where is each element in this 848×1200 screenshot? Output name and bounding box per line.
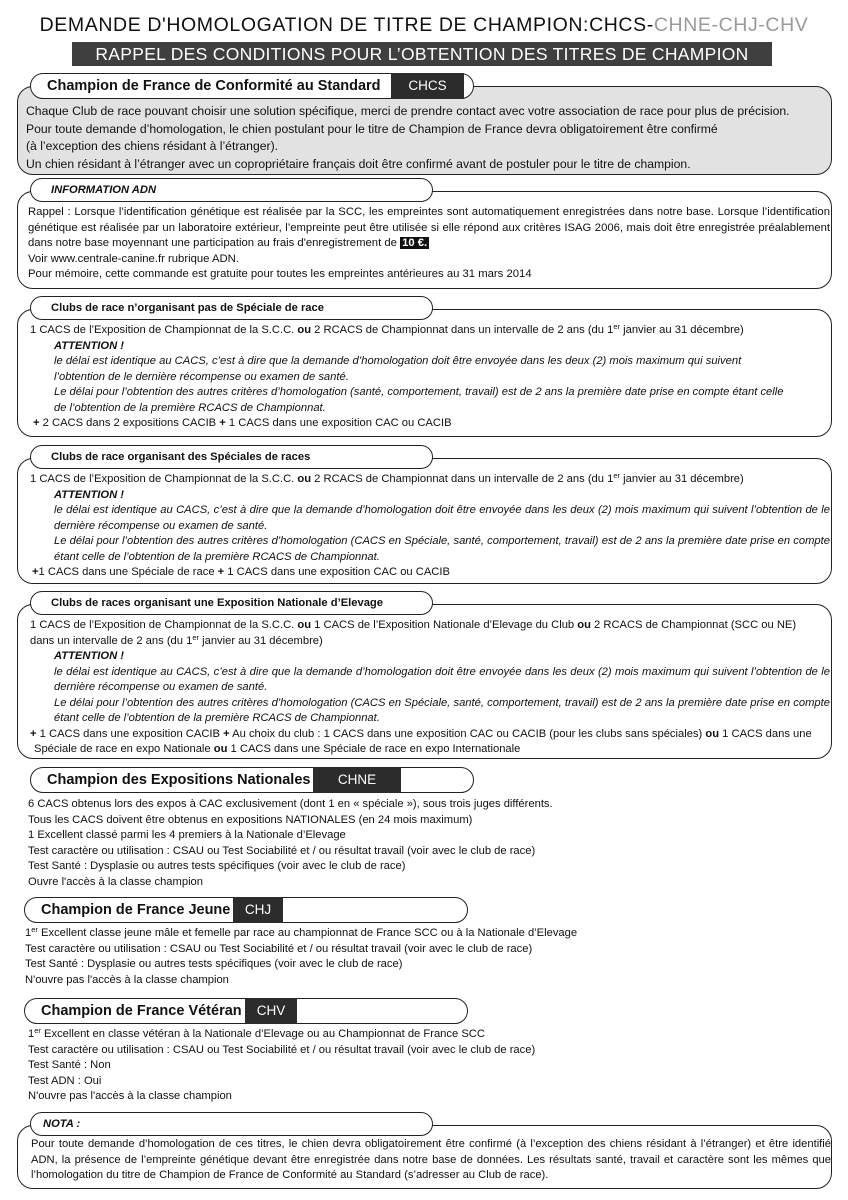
chne-tab: [30, 767, 474, 793]
text: 1 CACS dans une: [719, 727, 812, 740]
clubs3-text: [30, 618, 830, 758]
text: 1 CACS de l’Exposition de Championnat de la S.C.C.: [30, 324, 298, 336]
text: janvier au 31 décembre): [620, 473, 744, 485]
attention-label: [30, 339, 830, 355]
clubs1-tab: [30, 296, 433, 320]
ou-bold: ou: [705, 727, 720, 740]
attention-text: ATTENTION !: [54, 339, 125, 352]
chcs-text: [26, 103, 826, 173]
text: 1 CACS de l’Exposition Nationale d’Elevage du Club: [311, 619, 578, 631]
chcs-line: Pour toute demande d’homologation, le chien postulant pour le titre de Champion de France devra obligatoirement être confirmé: [26, 121, 718, 136]
chv-code-badge: CHV: [245, 998, 297, 1024]
chne-line: Test caractère ou utilisation : CSAU ou Test Sociabilité et / ou résultat travail (voir avec le club de race): [28, 844, 536, 857]
chne-line: 1 Excellent classé parmi les 4 premiers à la Nationale d’Elevage: [28, 829, 346, 841]
chcs-code-badge: CHCS: [391, 73, 464, 99]
clubs2-italic-para: [30, 534, 830, 565]
chj-line: Test Santé : Dysplasie ou autres tests spécifiques (voir avec le club de race): [25, 958, 403, 970]
clubs2-tab: [30, 445, 433, 469]
clubs2-last-line: [30, 565, 830, 581]
attention-text: ATTENTION !: [54, 488, 125, 501]
sup-er: er: [192, 632, 199, 642]
chne-title: Champion des Expositions Nationales: [47, 772, 311, 788]
chv-tab: [24, 998, 468, 1024]
chne-code-badge: CHNE: [313, 767, 401, 793]
text: 1 CACS dans une exposition CAC ou CACIB: [224, 566, 450, 578]
page-title-secondary: CHNE-CHJ-CHV: [653, 14, 809, 36]
text: 1 CACS dans une Spéciale de race: [38, 566, 218, 578]
ou-bold: ou: [577, 619, 591, 631]
page-title: [0, 12, 848, 38]
ou-bold: ou: [297, 473, 312, 485]
chv-line: N'ouvre pas l'accès à la classe champion: [28, 1090, 232, 1102]
attention-label: [30, 488, 830, 504]
attention-label: [30, 649, 830, 665]
clubs3-line: [30, 618, 830, 634]
plus-bold: +: [30, 727, 37, 740]
chne-line: Tous les CACS doivent être obtenus en expositions NATIONALES (en 24 mois maximum): [28, 813, 473, 826]
text: Excellent classe jeune mâle et femelle par race au championnat de France SCC ou à la Nationale d’Elevage: [37, 927, 578, 939]
adn-price: 10 €.: [402, 237, 428, 249]
text: Le délai pour l’obtention des autres critères d’homologation (CACS en Spéciale, santé, comportement, travail) est de 2 ans la première date prise en compte étant celle de l’obtention de la première RCACS de Championnat.: [54, 535, 830, 563]
clubs1-last-line: [30, 416, 830, 432]
attention-text: ATTENTION !: [54, 650, 125, 662]
clubs2-title: Clubs de race organisant des Spéciales de races: [51, 451, 311, 463]
chcs-line: Chaque Club de race pouvant choisir une solution spécifique, merci de prendre contact avec votre association de race pour plus de précision.: [26, 104, 790, 118]
text: Le délai pour l’obtention des autres critères d’homologation (santé, comportement, travail) est de 2 ans la première date prise en compte étant celle: [54, 386, 784, 398]
clubs1-italic-line: [30, 370, 830, 386]
nota-text: [31, 1137, 831, 1184]
chne-line: 6 CACS obtenus lors des expos à CAC exclusivement (dont 1 en « spéciale »), sous trois juges différents.: [28, 798, 553, 810]
text: 2 RCACS de Championnat dans un intervalle de 2 ans (du 1: [311, 473, 614, 485]
text: Au choix du club : 1 CACS dans une exposition CAC ou CACIB (pour les clubs sans spéciales): [229, 727, 706, 740]
text: le délai est identique au CACS, c’est à dire que la demande d’homologation doit être envoyée dans les deux (2) mois maximum qui suivent l’obtention de le dernière récompense ou examen de santé.: [54, 665, 830, 693]
text: 1 CACS dans une Spéciale de race en expo Internationale: [227, 743, 521, 755]
clubs2-italic-para: [30, 503, 830, 534]
text: 1: [28, 1028, 35, 1040]
text: janvier au 31 décembre): [199, 634, 323, 647]
text: Spéciale de race en expo Nationale: [34, 743, 214, 755]
chv-line: Test Santé : Non: [28, 1059, 111, 1071]
text: 1: [25, 927, 32, 939]
text: dans un intervalle de 2 ans (du 1: [30, 634, 193, 647]
clubs1-italic-line: [30, 385, 830, 401]
text: 2 RCACS de Championnat dans un intervalle de 2 ans (du 1: [311, 324, 614, 336]
text: le délai est identique au CACS, c’est à dire que la demande d’homologation doit être envoyée dans les deux (2) mois maximum qui suivent l’obtention de le dernière récompense ou examen de santé.: [54, 504, 830, 532]
nota-tab: [30, 1112, 433, 1136]
chj-code-badge: CHJ: [233, 897, 283, 923]
chj-first-line: [25, 926, 825, 942]
adn-title: INFORMATION ADN: [51, 184, 157, 196]
sup-er: er: [31, 925, 38, 934]
adn-memo-line: Pour mémoire, cette commande est gratuite pour toutes les empreintes antérieures au 31 mars 2014: [28, 268, 532, 280]
text: le délai est identique au CACS, c’est à dire que la demande d’homologation doit être envoyée dans les deux (2) mois maximum qui suivent: [54, 355, 742, 367]
text: Le délai pour l’obtention des autres critères d’homologation (CACS en Spéciale, santé, comportement, travail) est de 2 ans la première date prise en compte étant celle de l’obtention de la première RCACS de Championnat.: [54, 696, 830, 724]
ou-bold: ou: [297, 324, 312, 336]
chne-text: [28, 797, 828, 890]
text: 2 CACS dans 2 expositions CACIB: [39, 417, 220, 429]
chv-line: Test ADN : Oui: [28, 1074, 102, 1087]
clubs3-title: Clubs de races organisant une Exposition Nationale d’Elevage: [51, 597, 383, 609]
clubs1-line: [30, 323, 830, 339]
text: 1 CACS dans une exposition CAC ou CACIB: [225, 417, 452, 429]
plus-bold: +: [217, 566, 225, 578]
page-subtitle: RAPPEL DES CONDITIONS POUR L’OBTENTION DES TITRES DE CHAMPION: [72, 42, 772, 66]
chne-line: Test Santé : Dysplasie ou autres tests spécifiques (voir avec le club de race): [28, 860, 406, 872]
plus-bold: +: [33, 417, 40, 429]
chcs-line: Un chien résidant à l’étranger avec un copropriétaire français doit être confirmé avant de postuler pour le titre de champion.: [26, 156, 691, 171]
chj-line: Test caractère ou utilisation : CSAU ou Test Sociabilité et / ou résultat travail (voir avec le club de race): [25, 942, 533, 955]
adn-paragraph: [28, 205, 830, 252]
clubs3-italic-para: [30, 696, 830, 727]
clubs3-italic-para: [30, 665, 830, 696]
chj-text: [25, 926, 825, 988]
text: de l’obtention de la première RCACS de Championnat.: [54, 401, 326, 414]
chne-line: Ouvre l'accès à la classe champion: [28, 875, 204, 888]
clubs3-line: [30, 634, 830, 650]
clubs3-last-line: [30, 742, 830, 758]
chj-line: N'ouvre pas l'accès à la classe champion: [25, 973, 229, 986]
sup-er: er: [34, 1026, 41, 1035]
plus-bold: +: [32, 566, 39, 578]
adn-text: [28, 205, 830, 283]
page-title-main: DEMANDE D'HOMOLOGATION DE TITRE DE CHAMPION:CHCS-: [39, 14, 654, 36]
adn-link-line: Voir www.centrale-canine.fr rubrique ADN.: [28, 252, 239, 265]
sup-er: er: [613, 471, 620, 480]
clubs3-tab: [30, 591, 433, 615]
ou-bold: ou: [213, 743, 228, 755]
chj-tab: [24, 897, 468, 923]
chj-title: Champion de France Jeune: [41, 902, 231, 918]
clubs1-text: [30, 323, 830, 432]
plus-bold: +: [219, 417, 226, 429]
clubs1-italic-line: [30, 354, 830, 370]
chcs-title: Champion de France de Conformité au Standard: [47, 78, 381, 94]
adn-rappel-text: Rappel : Lorsque l’identification génétique est réalisée par la SCC, les empreintes sont automatiquement enregistrées dans notre base. Lorsque l’identification génétique est réalisée par un laboratoire extérieur, l’empreinte peut être utilisée si elle répond aux critères ISAG 2006, mais doit être enregistrée préalablement dans notre base moyennant une participation au frais d'enregistrement de: [28, 206, 830, 249]
text: l’obtention de le dernière récompense ou examen de santé.: [54, 370, 349, 383]
text: 1 CACS de l’Exposition de Championnat de la S.C.C.: [30, 473, 298, 485]
chv-title: Champion de France Vétéran: [41, 1003, 242, 1019]
clubs3-last-line: [30, 727, 830, 743]
clubs1-title: Clubs de race n’organisant pas de Spéciale de race: [51, 302, 324, 314]
sup-er: er: [613, 322, 620, 331]
chv-first-line: [28, 1027, 828, 1043]
clubs2-line: [30, 472, 830, 488]
text: 1 CACS dans une exposition CACIB: [36, 727, 224, 740]
text: Excellent en classe vétéran à la Nationale d’Elevage ou au Championnat de France SCC: [40, 1028, 485, 1040]
chcs-tab: [30, 73, 474, 99]
ou-bold: ou: [297, 619, 312, 631]
clubs1-italic-line: [30, 401, 830, 417]
chv-text: [28, 1027, 828, 1105]
text: 2 RCACS de Championnat (SCC ou NE): [590, 619, 797, 631]
text: 1 CACS de l’Exposition de Championnat de la S.C.C.: [30, 619, 298, 631]
clubs2-text: [30, 472, 830, 581]
plus-bold: +: [223, 727, 230, 740]
adn-tab: [30, 178, 433, 202]
text: janvier au 31 décembre): [620, 324, 744, 336]
nota-paragraph: Pour toute demande d’homologation de ces titres, le chien devra obligatoirement être confirmé (à l’exception des chiens résidant à l’étranger) et être identifié ADN, la présence de l’empreinte génétique devant être enregistrée dans notre base de données. Les résultats santé, travail et caractère sont les mêmes que l’homologation du titre de Champion de France de Conformité au Standard (s’adresser au Club de race).: [31, 1138, 831, 1181]
chcs-line: (à l’exception des chiens résidant à l’étranger).: [26, 139, 279, 153]
chv-line: Test caractère ou utilisation : CSAU ou Test Sociabilité et / ou résultat travail (voir avec le club de race): [28, 1043, 536, 1056]
nota-title: NOTA :: [43, 1118, 81, 1130]
